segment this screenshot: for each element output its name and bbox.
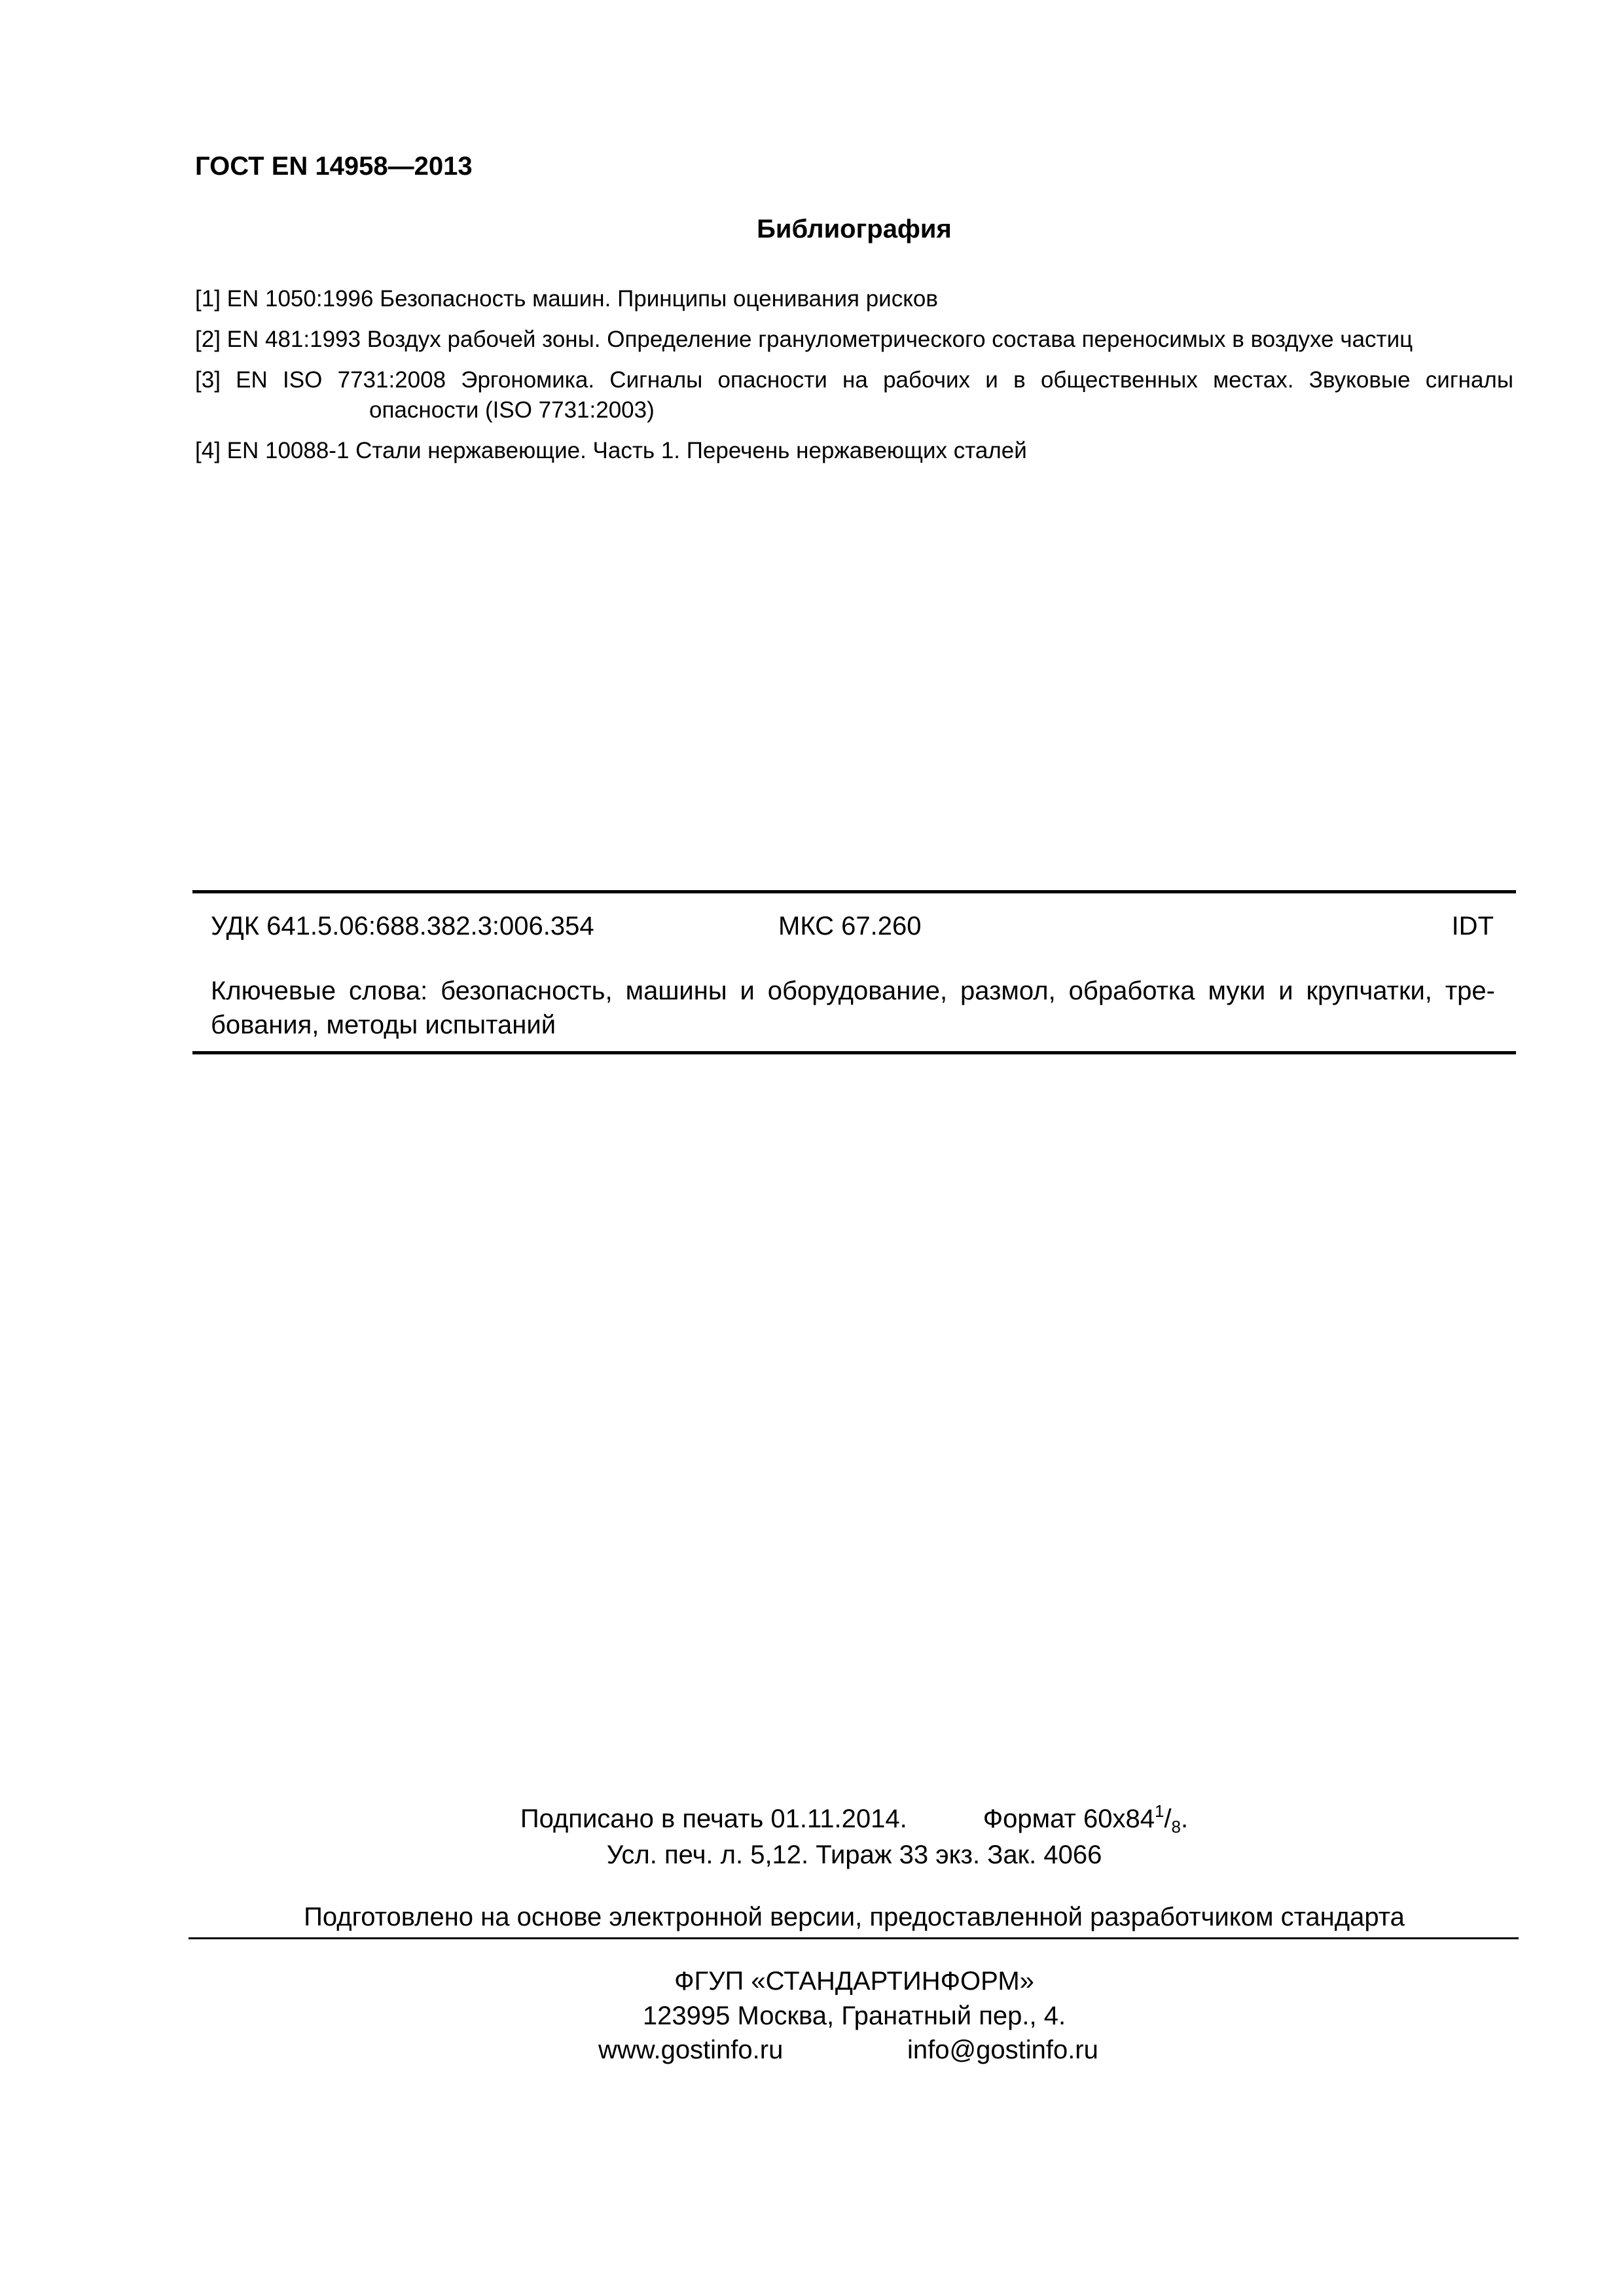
bibliography-title: Библиография [757,215,952,243]
imprint-rule [189,1937,1519,1939]
bibliography-item [195,325,1513,355]
mks-code: МКС 67.260 [778,912,922,941]
bibliography-item-text: [4] EN 10088-1 Стали нержавеющие. Часть 1. Перечень нержавеющих сталей [195,438,1027,463]
bibliography-item [195,365,1513,425]
keywords-line-1: Ключевые слова: безопасность, машины и оборудование, размол, обработка муки и крупчатки, тре- [211,977,1495,1005]
publisher-name: ФГУП «СТАНДАРТИНФОРМ» [674,1967,1034,1996]
publisher-website-link[interactable]: www.gostinfo.ru [598,2036,784,2064]
format-label: Формат 60x84 [983,1804,1155,1833]
bibliography-item-text: [1] EN 1050:1996 Безопасность машин. Принципы оценивания рисков [195,286,938,312]
classification-top-rule [192,890,1516,893]
bibliography-item-text: [3] EN ISO 7731:2008 Эргономика. Сигналы опасности на рабочих и в общественных местах. Звуковые сигналы [195,367,1513,393]
udk-code: УДК 641.5.06:688.382.3:006.354 [211,912,594,941]
classification-bottom-rule [192,1051,1516,1054]
keywords-line-2: бования, методы испытаний [211,1011,556,1039]
publisher-address: 123995 Москва, Гранатный пер., 4. [642,2001,1066,2030]
bibliography-list [195,284,1513,476]
print-info: Усл. печ. л. 5,12. Тираж 33 экз. Зак. 4066 [606,1840,1102,1869]
format-numerator: 1 [1154,1801,1164,1821]
bibliography-item [195,284,1513,314]
document-code: ГОСТ EN 14958—2013 [195,152,473,181]
bibliography-item-text: [2] EN 481:1993 Воздух рабочей зоны. Определение гранулометрического состава переносимых в воздухе частиц [195,327,1413,352]
prepared-note: Подготовлено на основе электронной версии, предоставленной разработчиком стандарта [304,1903,1405,1931]
signed-date: Подписано в печать 01.11.2014. [520,1804,907,1833]
imprint-signed-format: Подписано в печать 01.11.2014. Формат $60x84^1/_8$. [520,1801,1189,1837]
format-denominator: 8 [1171,1817,1182,1837]
format-end: . [1181,1804,1189,1833]
keywords [211,974,1495,1042]
degree-of-correspondence: IDT [1451,912,1494,941]
bibliography-item [195,436,1513,466]
publisher-email-link[interactable]: info@gostinfo.ru [907,2036,1098,2064]
bibliography-item-continuation: опасности (ISO 7731:2003) [369,397,655,423]
